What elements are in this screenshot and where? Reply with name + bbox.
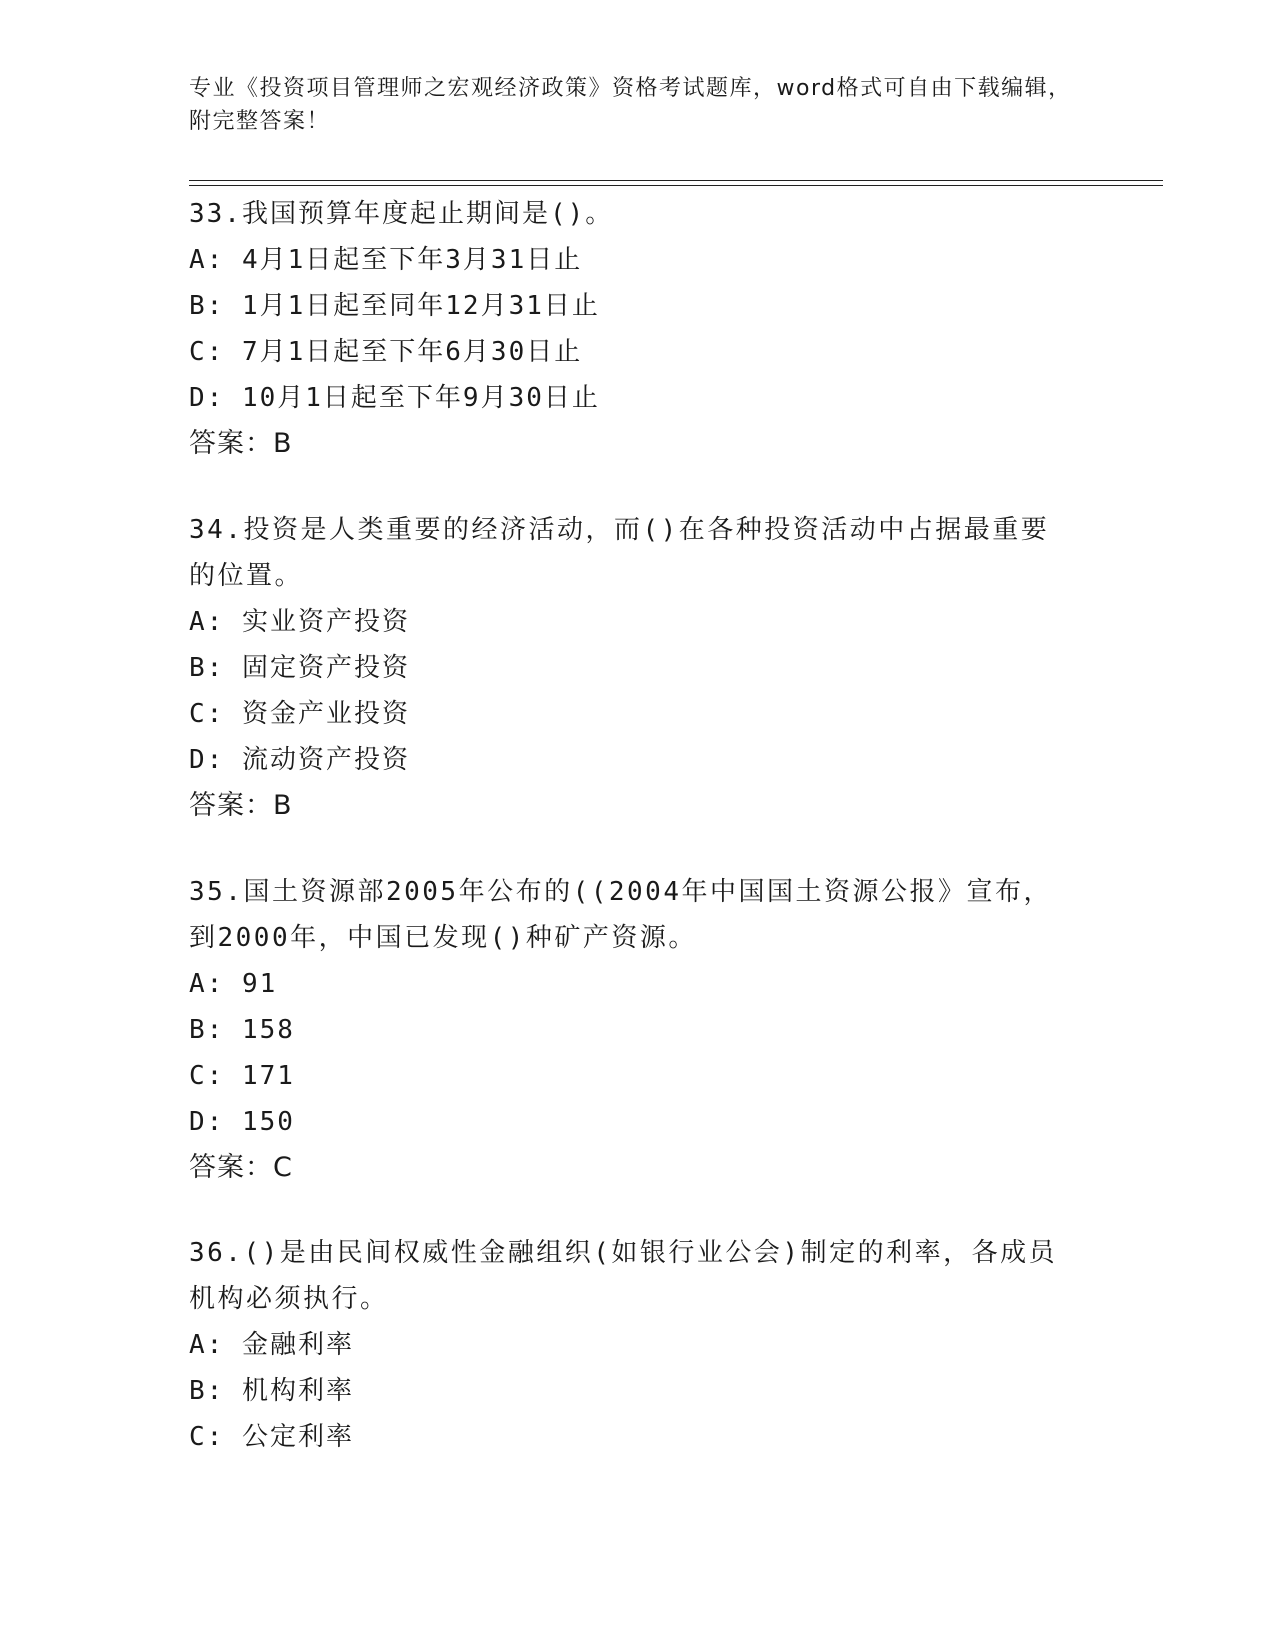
option-b: B: 机构利率	[189, 1376, 354, 1406]
option-a: A: 4月1日起至下年3月31日止	[189, 245, 583, 275]
option-a: A: 实业资产投资	[189, 607, 410, 637]
option-d: D: 流动资产投资	[189, 745, 410, 775]
option-c: C: 公定利率	[189, 1422, 354, 1452]
answer-text: 答案：B	[189, 790, 293, 821]
document-header: 专业《投资项目管理师之宏观经济政策》资格考试题库，word格式可自由下载编辑，附完整答案！	[189, 76, 1072, 134]
option-b: B: 158	[189, 1015, 295, 1045]
option-c: C: 资金产业投资	[189, 699, 410, 729]
option-d: D: 10月1日起至下年9月30日止	[189, 383, 600, 413]
header-divider-top	[189, 180, 1163, 181]
option-c: C: 171	[189, 1061, 295, 1091]
question-stem: 34.投资是人类重要的经济活动，而()在各种投资活动中占据最重要的位置。	[189, 515, 1050, 591]
question-33	[189, 191, 1089, 467]
option-b: B: 固定资产投资	[189, 653, 410, 683]
option-c: C: 7月1日起至下年6月30日止	[189, 337, 583, 367]
question-34	[189, 507, 1089, 829]
option-d: D: 150	[189, 1107, 295, 1137]
question-stem: 36.()是由民间权威性金融组织(如银行业公会)制定的利率，各成员机构必须执行。	[189, 1238, 1058, 1314]
question-35	[189, 869, 1089, 1191]
option-a: A: 金融利率	[189, 1330, 354, 1360]
option-b: B: 1月1日起至同年12月31日止	[189, 291, 600, 321]
header-divider-bottom	[189, 185, 1163, 186]
question-36	[189, 1230, 1089, 1460]
question-stem: 33.我国预算年度起止期间是()。	[189, 199, 614, 229]
option-a: A: 91	[189, 969, 278, 999]
question-stem: 35.国土资源部2005年公布的((2004年中国国土资源公报》宣布，到2000年，中国已发现()种矿产资源。	[189, 877, 1052, 953]
answer-text: 答案：C	[189, 1152, 293, 1183]
answer-text: 答案：B	[189, 428, 293, 459]
